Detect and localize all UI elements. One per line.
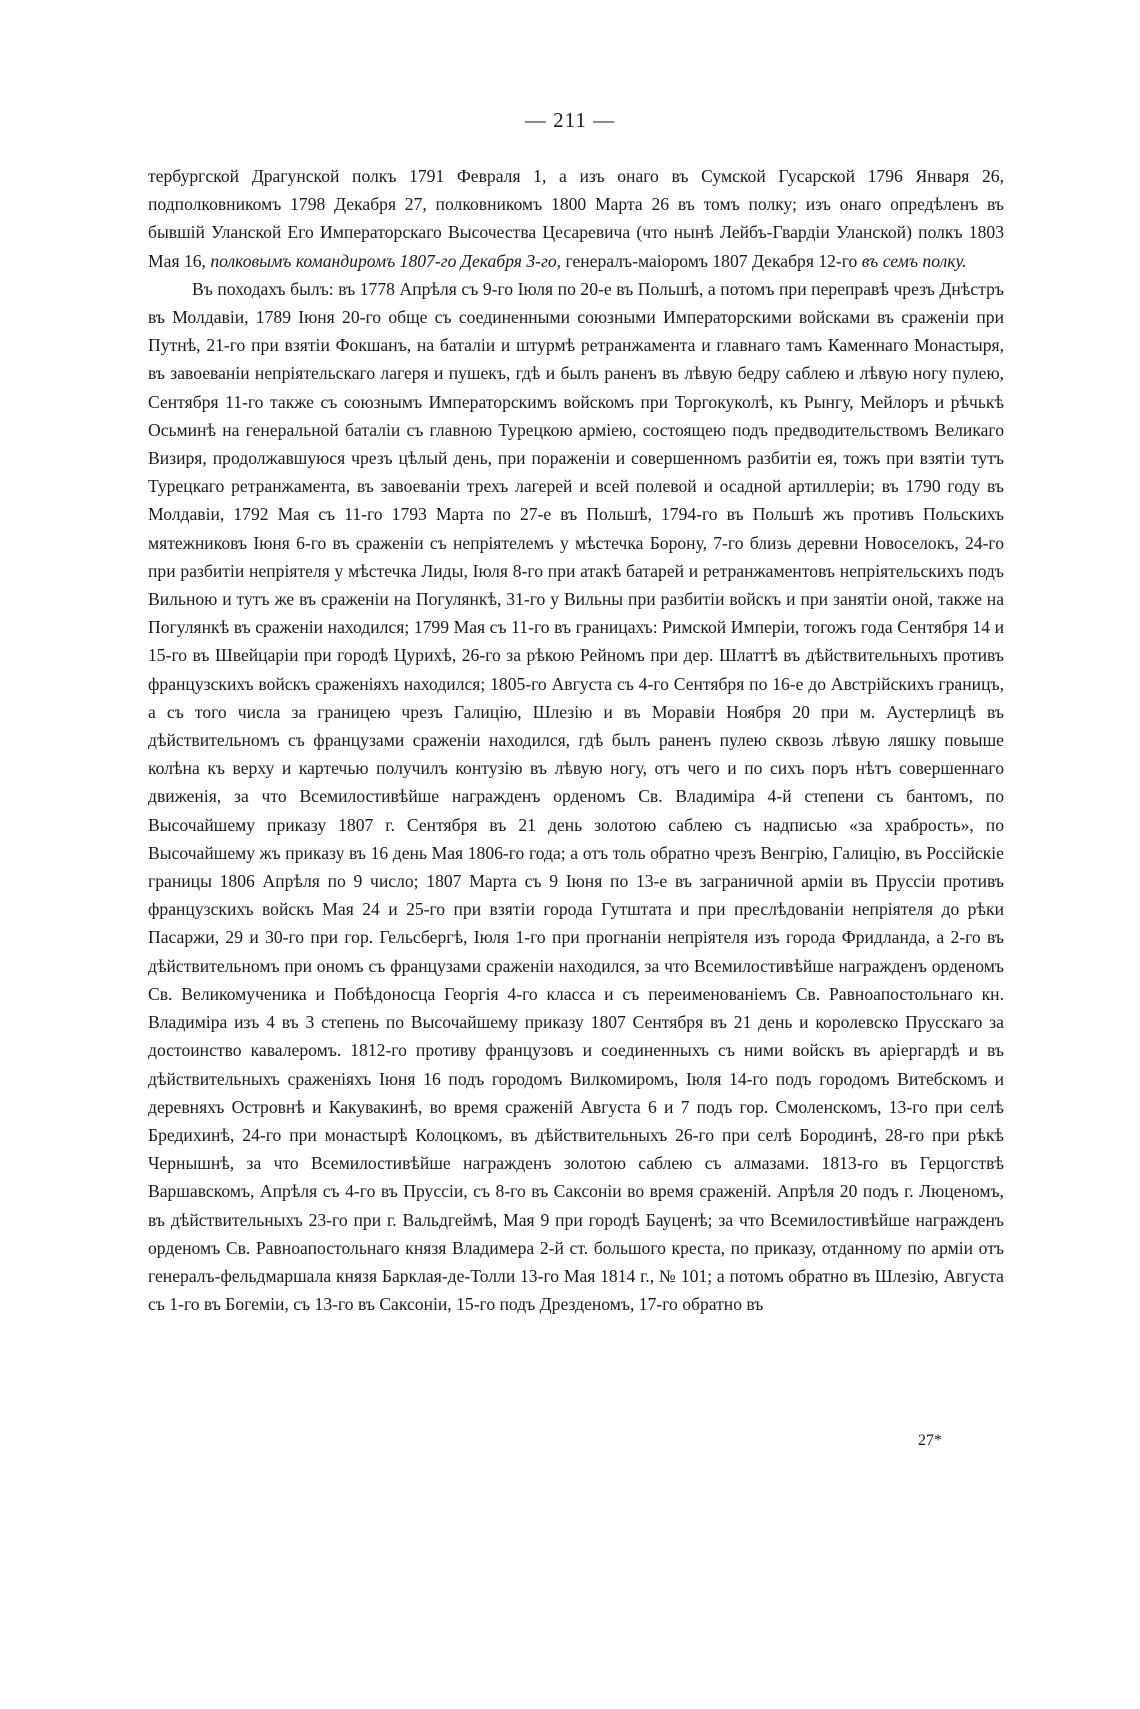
paragraph-1-text: тербургской Драгунской полкъ 1791 Февраля 1, а изъ онаго въ Сумской Гусарской 1796 Января 26, подполковникомъ 1798 Декабря 27, полковникомъ 1800 Марта 26 въ томъ полку; изъ онаго опредѣленъ въ бывшій Уланской Его Императорскаго Высочества Цесаревича (что нынѣ Лейбъ-Гвардіи Уланской) полкъ 1803 Мая 16, (148, 166, 1004, 271)
page-body (148, 162, 1004, 1318)
signature-mark: 27* (918, 1432, 942, 1449)
page-number: — 211 — (524, 108, 616, 132)
paragraph-1-italic-regiment: въ семъ полку. (861, 250, 967, 271)
paragraph-campaigns: Въ походахъ былъ: въ 1778 Апрѣля съ 9-го Іюля по 20-е въ Польшѣ, а потомъ при переправѣ чрезъ Днѣстръ въ Молдавіи, 1789 Іюня 20-го обще съ соединенными союзными Императорскими войсками въ сраженіи при Путнѣ, 21-го при взятіи Фокшанъ, на баталіи и штурмѣ ретранжамента и главнаго тамъ Каменнаго Монастыря, въ завоеваніи непріятельскаго лагеря и пушекъ, гдѣ и былъ раненъ въ лѣвую бедру саблею и лѣвую ногу пулею, Сентября 11-го также съ союзнымъ Императорскимъ войскомъ при Торгокуколѣ, къ Рынгу, Мейлоръ и рѣчькѣ Осьминѣ на генеральной баталіи съ главною Турецкою арміею, состоящею подъ предводительствомъ Великаго Визиря, продолжавшуюся чрезъ цѣлый день, при пораженіи и совершенномъ разбитіи ея, тожъ при взятіи тутъ Турецкаго ретранжамента, въ завоеваніи трехъ лагерей и всей полевой и осадной артиллеріи; въ 1790 году въ Молдавіи, 1792 Мая съ 11-го 1793 Марта по 27-е въ Польшѣ, 1794-го въ Польшѣ жъ противъ Польскихъ мятежниковъ Іюня 6-го въ сраженіи съ непріятелемъ у мѣстечка Борону, 7-го близь деревни Новоселокъ, 24-го при разбитіи непріятеля у мѣстечка Лиды, Іюля 8-го при атакѣ батарей и ретранжаментовъ непріятельскихъ подъ Вильною и тутъ же въ сраженіи на Погулянкѣ, 31-го у Вильны при разбитіи войскъ и при занятіи оной, также на Погулянкѣ въ сраженіи находился; 1799 Мая съ 11-го въ границахъ: Римской Имперіи, тогожъ года Сентября 14 и 15-го въ Швейцаріи при городѣ Цурихѣ, 26-го за рѣкою Рейномъ при дер. Шлаттѣ въ дѣйствительныхъ противъ французскихъ войскъ сраженіяхъ находился; 1805-го Августа съ 4-го Сентября по 16-е до Австрійскихъ границъ, а съ того числа за границею чрезъ Галицію, Шлезію и въ Моравіи Ноября 20 при м. Аустерлицѣ въ дѣйствительномъ съ французами сраженіи находился, гдѣ былъ раненъ пулею сквозь лѣвую ляшку повыше колѣна къ верху и картечью получилъ контузію въ лѣвую ногу, отъ чего и по сихъ поръ нѣтъ совершеннаго движенія, за что Всемилостивѣйше награжденъ орденомъ Св. Владиміра 4-й степени съ бантомъ, по Высочайшему приказу 1807 г. Сентября въ 21 день золотою саблею съ надписью «за храбрость», по Высочайшему жъ приказу въ 16 день Мая 1806-го года; а отъ толь обратно чрезъ Венгрію, Галицію, въ Россійскіе границы 1806 Апрѣля по 9 число; 1807 Марта съ 9 Іюня по 13-е въ заграничной арміи въ Пруссіи противъ французскихъ войскъ Мая 24 и 25-го при взятіи города Гутштата и при преслѣдованіи непріятеля до рѣки Пасаржи, 29 и 30-го при гор. Гельсбергѣ, Іюля 1-го при прогнаніи непріятеля изъ города Фридланда, а 2-го въ дѣйствительномъ при ономъ съ французами сраженіи находился, за что Всемилостивѣйше награжденъ орденомъ Св. Великомученика и Побѣдоносца Георгія 4-го класса и съ переименованіемъ Св. Равноапостольнаго кн. Владиміра изъ 4 въ 3 степень по Высочайшему приказу 1807 Сентября въ 21 день и королевско Прусскаго за достоинство кавалеромъ. 1812-го противу французовъ и соединенныхъ съ ними войскъ въ аріергардѣ и въ дѣйствительныхъ сраженіяхъ Іюня 16 подъ городомъ Вилкомиромъ, Іюля 14-го подъ городомъ Витебскомъ и деревняхъ Островнѣ и Какувакинѣ, во время сраженій Августа 6 и 7 подъ гор. Смоленскомъ, 13-го при селѣ Бредихинѣ, 24-го при монастырѣ Колоцкомъ, въ дѣйствительныхъ 26-го при селѣ Бородинѣ, 28-го при рѣкѣ Чернышнѣ, за что Всемилостивѣйше награжденъ золотою саблею съ алмазами. 1813-го въ Герцогствѣ Варшавскомъ, Апрѣля съ 4-го въ Пруссіи, съ 8-го въ Саксоніи во время сраженій. Апрѣля 20 подъ г. Люценомъ, въ дѣйствительныхъ 23-го при г. Вальдгеймѣ, Мая 9 при городѣ Бауценѣ; за что Всемилостивѣйше награжденъ орденомъ Св. Равноапостольнаго князя Владимера 2-й ст. большого креста, по приказу, отданному по арміи отъ генералъ-фельдмаршала князя Барклая-де-Толли 13-го Мая 1814 г., № 101; а потомъ обратно въ Шлезію, Августа съ 1-го въ Богеміи, съ 13-го въ Саксоніи, 15-го подъ Дрезденомъ, 17-го обратно въ (148, 278, 1004, 1315)
paragraph-1-promotion: генералъ-маіоромъ 1807 Декабря 12-го (565, 250, 858, 271)
paragraph-1-italic-command: полковымъ командиромъ 1807-го Декабря 3-го, (210, 250, 562, 271)
paragraph-service-record (148, 162, 1004, 275)
